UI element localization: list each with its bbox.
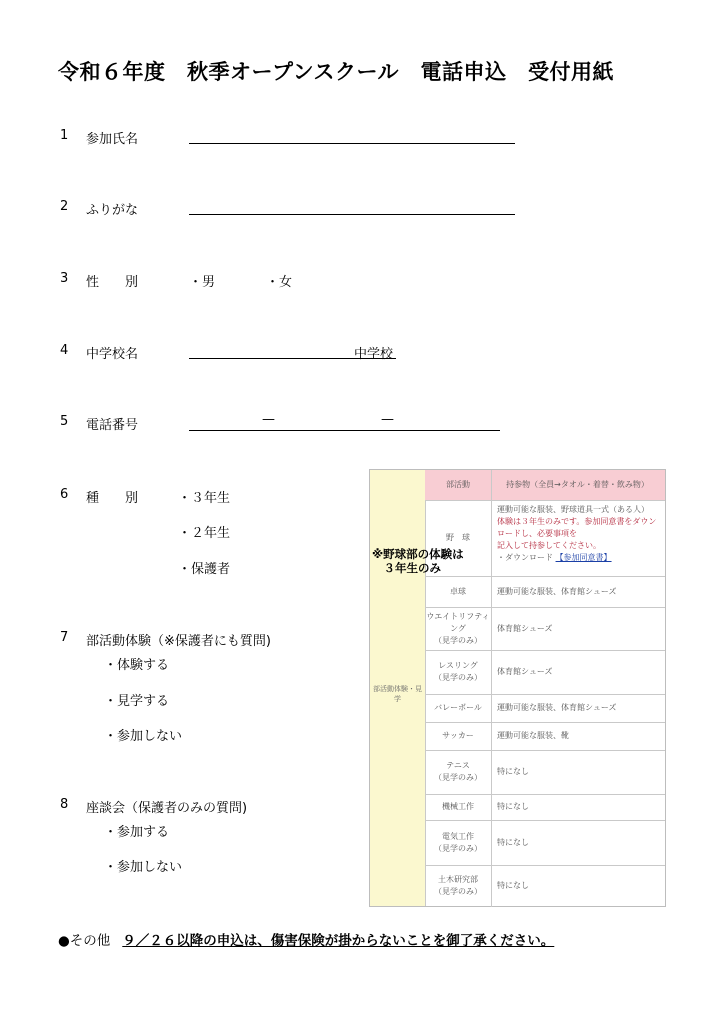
table-club-name: バレーボール [425, 694, 492, 722]
phone-separator-2: — [381, 412, 394, 427]
table-club-items: 運動可能な服装、靴 [497, 731, 569, 740]
table-club-name: 土木研究部 （見学のみ） [425, 865, 492, 907]
category-option-guardian[interactable]: ・保護者 [178, 562, 231, 577]
table-club-name: 卓球 [425, 576, 492, 607]
discussion-label: 座談会（保護者のみの質問) [86, 801, 248, 816]
item-number-5: 5 [60, 414, 69, 429]
gender-label: 性 別 [86, 275, 139, 290]
phone-field[interactable] [189, 430, 500, 431]
baseball-note-line-1: ※野球部の体験は [372, 547, 464, 561]
category-option-3rd-grade[interactable]: ・３年生 [178, 491, 231, 506]
school-label: 中学校名 [86, 347, 139, 362]
item-number-3: 3 [60, 271, 69, 286]
table-club-items: 体育館シューズ [497, 623, 553, 633]
table-items-baseball: 運動可能な服装、野球道具一式（ある人） [497, 505, 649, 514]
school-suffix: 中学校 [354, 347, 394, 362]
table-row [425, 650, 665, 695]
gender-option-female[interactable]: ・女 [266, 275, 293, 290]
item-number-1: 1 [60, 128, 69, 143]
table-club-name: サッカー [425, 722, 492, 750]
item-number-6: 6 [60, 487, 69, 502]
table-club-name: ウエイトリフティング （見学のみ） [425, 607, 492, 650]
table-club-items: 運動可能な服装、体育館シューズ [497, 703, 617, 712]
table-row [425, 607, 665, 651]
table-row [425, 576, 665, 608]
phone-label: 電話番号 [86, 418, 139, 433]
download-prefix: ・ダウンロード [497, 553, 553, 562]
item-number-4: 4 [60, 343, 69, 358]
page-title: 令和６年度 秋季オープンスクール 電話申込 受付用紙 [58, 60, 615, 84]
table-club-items: 体育館シューズ [497, 667, 553, 676]
furigana-field[interactable] [189, 214, 515, 215]
category-option-2nd-grade[interactable]: ・２年生 [178, 526, 231, 541]
table-club-items: 特になし [497, 767, 529, 776]
table-header-row [425, 470, 665, 501]
club-experience-label: 部活動体験（※保護者にも質問) [86, 634, 271, 649]
discussion-option-not-attend[interactable]: ・参加しない [104, 860, 183, 875]
table-club-name: 機械工作 [425, 794, 492, 820]
table-side-label: 部活動体験・見学 [373, 685, 422, 703]
item-number-7: 7 [60, 630, 69, 645]
name-label: 参加氏名 [86, 132, 139, 147]
table-row [425, 820, 665, 866]
footer-prefix: ●その他 [58, 933, 111, 949]
footer-note [58, 929, 554, 949]
table-club-items: 特になし [497, 837, 529, 847]
item-number-2: 2 [60, 199, 69, 214]
table-club-name: レスリング （見学のみ） [425, 650, 492, 694]
table-club-name: 電気工作 （見学のみ） [425, 820, 492, 865]
club-option-participate[interactable]: ・体験する [104, 658, 170, 673]
table-row [425, 865, 665, 907]
baseball-note-line-2: ３年生のみ [372, 561, 441, 575]
category-label: 種 別 [86, 491, 139, 506]
table-note-line-2: 記入して持参してください。 [497, 541, 601, 550]
consent-form-link[interactable]: 【参加同意書】 [555, 553, 612, 562]
table-header-items: 持参物（全員→タオル・着替・飲み物） [506, 480, 649, 489]
gender-option-male[interactable]: ・男 [189, 275, 216, 290]
baseball-note [372, 547, 464, 575]
item-number-8: 8 [60, 797, 69, 812]
club-option-observe[interactable]: ・見学する [104, 694, 170, 709]
table-note-line-1: 体験は３年生のみです。参加同意書をダウンロードし、必要事項を [497, 517, 657, 538]
name-field[interactable] [189, 143, 515, 144]
table-row [425, 694, 665, 723]
table-club-items: 特になし [497, 802, 529, 811]
table-row [425, 722, 665, 751]
footer-warning: ９／２６以降の申込は、傷害保険が掛からないことを御了承ください。 [122, 933, 555, 949]
club-option-not-attend[interactable]: ・参加しない [104, 729, 183, 744]
phone-separator-1: — [262, 412, 275, 427]
table-club-name: テニス （見学のみ） [425, 750, 492, 794]
table-club-items: 特になし [497, 881, 529, 890]
table-club-items: 運動可能な服装、体育館シューズ [497, 586, 617, 596]
discussion-option-attend[interactable]: ・参加する [104, 825, 170, 840]
furigana-label: ふりがな [86, 203, 139, 218]
table-header-club: 部活動 [425, 470, 492, 500]
table-row [425, 750, 665, 795]
table-row [425, 794, 665, 821]
table-club-baseball: 野 球 [425, 500, 492, 576]
